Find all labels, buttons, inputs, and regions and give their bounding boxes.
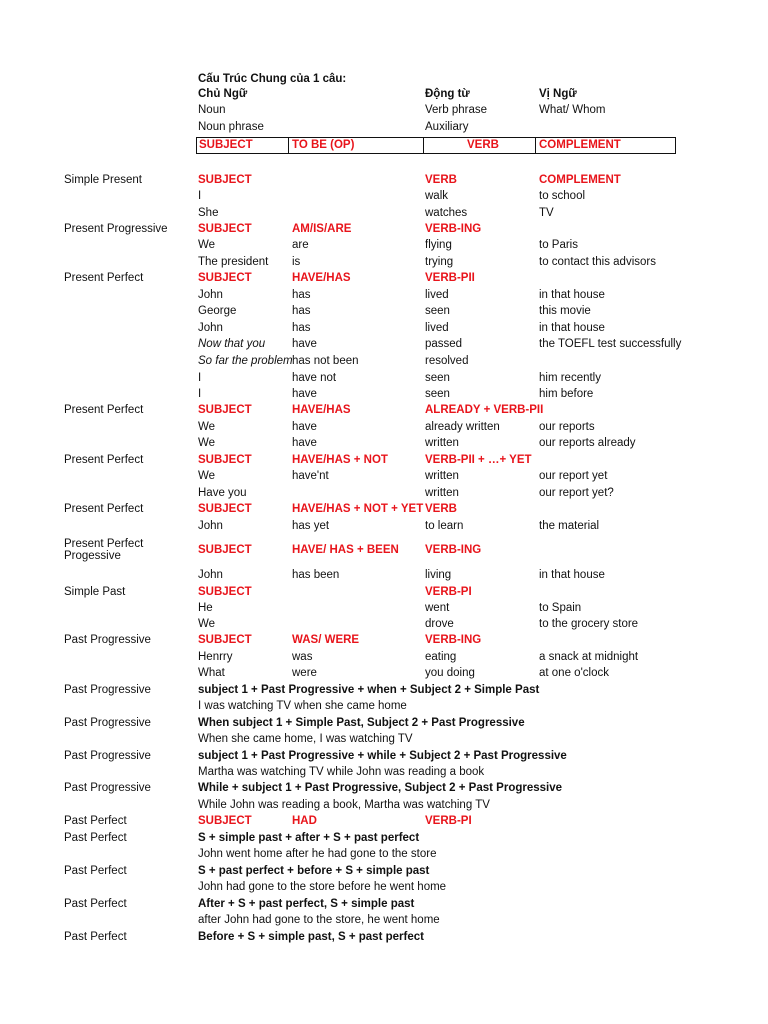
subject-cell: SUBJECT (198, 544, 252, 556)
example-row (0, 518, 768, 534)
subject-cell: After + S + past perfect, S + simple past (198, 898, 415, 910)
complement-cell: him recently (539, 372, 601, 384)
subject-cell: I (198, 190, 202, 202)
tense-label: Present Perfect (64, 404, 144, 416)
verb-cell: walk (425, 190, 449, 202)
subject-cell: John had gone to the store before he went home (198, 881, 447, 893)
example-row (0, 896, 768, 912)
complement-cell: in that house (539, 322, 605, 334)
subject-cell: So far the problem (198, 355, 293, 367)
tense-label: Present Perfect Progessive (64, 538, 144, 562)
subject-cell: We (198, 618, 216, 630)
example-row (0, 846, 768, 862)
subject-cell: SUBJECT (198, 272, 252, 284)
complement-cell: to school (539, 190, 586, 202)
auxiliary-cell: were (292, 667, 317, 679)
example-row (0, 780, 768, 796)
auxiliary-cell: HAVE/ HAS + BEEN (292, 544, 399, 556)
example-row (0, 254, 768, 270)
example-row (0, 929, 768, 945)
verb-cell: resolved (425, 355, 469, 367)
verb-cell: seen (425, 305, 450, 317)
subject-cell: While John was reading a book, Martha was watching TV (198, 799, 490, 811)
subject-cell: subject 1 + Past Progressive + while + Subject 2 + Past Progressive (198, 750, 567, 762)
auxiliary-cell: have (292, 437, 317, 449)
subject-cell: I was watching TV when she came home (198, 700, 407, 712)
complement-cell: to Spain (539, 602, 582, 614)
auxiliary-cell: are (292, 239, 309, 251)
complement-cell: our report yet? (539, 487, 614, 499)
box-complement: COMPLEMENT (539, 139, 621, 151)
example-row (0, 188, 768, 204)
verb-cell: written (425, 470, 459, 482)
predicate-line-1: What/ Whom (539, 104, 606, 116)
verb-line-1: Verb phrase (425, 104, 488, 116)
tense-formula-row (0, 501, 768, 517)
example-row (0, 912, 768, 928)
verb-cell: seen (425, 372, 450, 384)
example-row (0, 353, 768, 369)
example-row (0, 715, 768, 731)
subject-cell: He (198, 602, 213, 614)
auxiliary-cell: WAS/ WERE (292, 634, 360, 646)
verb-cell: you doing (425, 667, 475, 679)
tense-formula-row (0, 221, 768, 237)
subject-cell: S + simple past + after + S + past perfect (198, 832, 420, 844)
example-row (0, 485, 768, 501)
subject-cell: SUBJECT (198, 815, 252, 827)
header-line-row (0, 102, 768, 118)
verb-cell: lived (425, 322, 449, 334)
example-row (0, 797, 768, 813)
subject-line-2: Noun phrase (198, 121, 264, 133)
subject-cell: The president (198, 256, 269, 268)
box-divider (423, 138, 424, 153)
subject-cell: I (198, 388, 202, 400)
subject-cell: What (198, 667, 225, 679)
example-row (0, 616, 768, 632)
example-row (0, 370, 768, 386)
subject-cell: When she came home, I was watching TV (198, 733, 413, 745)
auxiliary-cell: HAVE/HAS (292, 404, 351, 416)
subject-cell: We (198, 437, 216, 449)
complement-cell: at one o'clock (539, 667, 609, 679)
example-row (0, 468, 768, 484)
subject-cell: Henrry (198, 651, 233, 663)
subject-cell: We (198, 421, 216, 433)
subject-cell: John (198, 322, 223, 334)
complement-cell: to Paris (539, 239, 578, 251)
example-row (0, 600, 768, 616)
tense-label: Simple Past (64, 586, 126, 598)
tense-formula-row (0, 402, 768, 418)
verb-cell: living (425, 569, 452, 581)
example-row (0, 386, 768, 402)
complement-cell: a snack at midnight (539, 651, 639, 663)
subject-cell: John went home after he had gone to the store (198, 848, 437, 860)
auxiliary-cell: is (292, 256, 301, 268)
example-row (0, 830, 768, 846)
subject-cell: SUBJECT (198, 174, 252, 186)
tense-formula-row (0, 538, 768, 562)
auxiliary-cell: have (292, 421, 317, 433)
tense-label: Present Perfect (64, 503, 144, 515)
subject-cell: SUBJECT (198, 223, 252, 235)
verb-cell: VERB-PI (425, 586, 472, 598)
tense-formula-row (0, 813, 768, 829)
subject-cell: SUBJECT (198, 404, 252, 416)
example-row (0, 320, 768, 336)
tense-label: Present Perfect (64, 272, 144, 284)
subject-cell: SUBJECT (198, 586, 252, 598)
verb-cell: flying (425, 239, 452, 251)
subject-cell: SUBJECT (198, 454, 252, 466)
subject-cell: I (198, 372, 202, 384)
subject-cell: subject 1 + Past Progressive + when + Subject 2 + Simple Past (198, 684, 540, 696)
tense-label: Past Progressive (64, 717, 151, 729)
structure-box (196, 137, 676, 154)
tense-label: Past Progressive (64, 782, 151, 794)
auxiliary-cell: have not (292, 372, 337, 384)
tense-label: Past Perfect (64, 815, 127, 827)
verb-column-heading: Động từ (425, 88, 470, 100)
example-row (0, 863, 768, 879)
example-row (0, 237, 768, 253)
box-divider (288, 138, 289, 153)
complement-cell: in that house (539, 289, 605, 301)
verb-cell: VERB (425, 174, 457, 186)
verb-cell: written (425, 487, 459, 499)
complement-cell: to contact this advisors (539, 256, 656, 268)
subject-cell: We (198, 470, 216, 482)
verb-cell: watches (425, 207, 468, 219)
verb-cell: VERB-ING (425, 634, 482, 646)
subject-cell: When subject 1 + Simple Past, Subject 2 + Past Progressive (198, 717, 525, 729)
verb-cell: went (425, 602, 450, 614)
tense-formula-row (0, 632, 768, 648)
verb-cell: ALREADY + VERB-PII (425, 404, 544, 416)
complement-cell: our report yet (539, 470, 608, 482)
tense-label: Past Perfect (64, 865, 127, 877)
verb-cell: VERB-PII + …+ YET (425, 454, 532, 466)
auxiliary-cell: HAVE/HAS + NOT + YET (292, 503, 424, 515)
complement-cell: our reports already (539, 437, 636, 449)
tense-label: Present Perfect (64, 454, 144, 466)
tense-label: Past Progressive (64, 634, 151, 646)
tense-label: Past Perfect (64, 898, 127, 910)
tense-formula-row (0, 172, 768, 188)
subject-cell: Have you (198, 487, 247, 499)
auxiliary-cell: has yet (292, 520, 330, 532)
header-title: Cấu Trúc Chung của 1 câu: (198, 73, 347, 85)
verb-cell: lived (425, 289, 449, 301)
example-row (0, 731, 768, 747)
box-verb: VERB (467, 139, 499, 151)
box-subject: SUBJECT (199, 139, 253, 151)
subject-cell: Before + S + simple past, S + past perfect (198, 931, 424, 943)
box-to-be: TO BE (OP) (292, 139, 355, 151)
verb-cell: trying (425, 256, 454, 268)
example-row (0, 748, 768, 764)
example-row (0, 567, 768, 583)
verb-cell: VERB-PI (425, 815, 472, 827)
subject-cell: She (198, 207, 219, 219)
example-row (0, 649, 768, 665)
verb-cell: drove (425, 618, 454, 630)
subject-cell: John (198, 289, 223, 301)
auxiliary-cell: has (292, 322, 311, 334)
verb-cell: VERB (425, 503, 457, 515)
tense-label: Simple Present (64, 174, 142, 186)
complement-cell: to the grocery store (539, 618, 639, 630)
tense-label: Present Progressive (64, 223, 168, 235)
subject-cell: S + past perfect + before + S + simple past (198, 865, 430, 877)
verb-cell: passed (425, 338, 463, 350)
subject-cell: We (198, 239, 216, 251)
auxiliary-cell: have'nt (292, 470, 329, 482)
complement-cell: the material (539, 520, 600, 532)
tense-label: Past Progressive (64, 750, 151, 762)
subject-cell: George (198, 305, 237, 317)
box-divider (535, 138, 536, 153)
subject-cell: John (198, 569, 223, 581)
predicate-column-heading: Vị Ngữ (539, 88, 577, 100)
header-line-row (0, 119, 768, 135)
verb-cell: to learn (425, 520, 464, 532)
tense-formula-row (0, 270, 768, 286)
tense-label: Past Progressive (64, 684, 151, 696)
subject-column-heading: Chủ Ngữ (198, 88, 248, 100)
auxiliary-cell: have (292, 338, 317, 350)
example-row (0, 682, 768, 698)
auxiliary-cell: HAVE/HAS + NOT (292, 454, 388, 466)
subject-cell: John (198, 520, 223, 532)
example-row (0, 336, 768, 352)
verb-cell: VERB-ING (425, 544, 482, 556)
verb-cell: eating (425, 651, 457, 663)
example-row (0, 764, 768, 780)
auxiliary-cell: has been (292, 569, 340, 581)
auxiliary-cell: HAVE/HAS (292, 272, 351, 284)
example-row (0, 419, 768, 435)
example-row (0, 287, 768, 303)
auxiliary-cell: AM/IS/ARE (292, 223, 352, 235)
complement-cell: in that house (539, 569, 605, 581)
example-row (0, 435, 768, 451)
complement-cell: TV (539, 207, 554, 219)
subject-cell: SUBJECT (198, 634, 252, 646)
header-title-row (0, 71, 768, 87)
auxiliary-cell: HAD (292, 815, 317, 827)
auxiliary-cell: was (292, 651, 313, 663)
verb-line-2: Auxiliary (425, 121, 469, 133)
verb-cell: written (425, 437, 459, 449)
example-row (0, 205, 768, 221)
complement-cell: our reports (539, 421, 595, 433)
subject-cell: Now that you (198, 338, 266, 350)
auxiliary-cell: have (292, 388, 317, 400)
subject-cell: after John had gone to the store, he went home (198, 914, 440, 926)
example-row (0, 698, 768, 714)
tense-formula-row (0, 452, 768, 468)
complement-cell: him before (539, 388, 594, 400)
tense-formula-row (0, 584, 768, 600)
example-row (0, 303, 768, 319)
subject-cell: Martha was watching TV while John was reading a book (198, 766, 485, 778)
example-row (0, 879, 768, 895)
verb-cell: VERB-ING (425, 223, 482, 235)
complement-cell: COMPLEMENT (539, 174, 621, 186)
verb-cell: already written (425, 421, 500, 433)
verb-cell: VERB-PII (425, 272, 475, 284)
auxiliary-cell: has not been (292, 355, 359, 367)
verb-cell: seen (425, 388, 450, 400)
example-row (0, 665, 768, 681)
complement-cell: this movie (539, 305, 591, 317)
auxiliary-cell: has (292, 305, 311, 317)
tense-label: Past Perfect (64, 832, 127, 844)
complement-cell: the TOEFL test successfully (539, 338, 682, 350)
subject-cell: While + subject 1 + Past Progressive, Subject 2 + Past Progressive (198, 782, 563, 794)
subject-line-1: Noun (198, 104, 226, 116)
auxiliary-cell: has (292, 289, 311, 301)
tense-label: Past Perfect (64, 931, 127, 943)
subject-cell: SUBJECT (198, 503, 252, 515)
header-columns-row (0, 86, 768, 102)
